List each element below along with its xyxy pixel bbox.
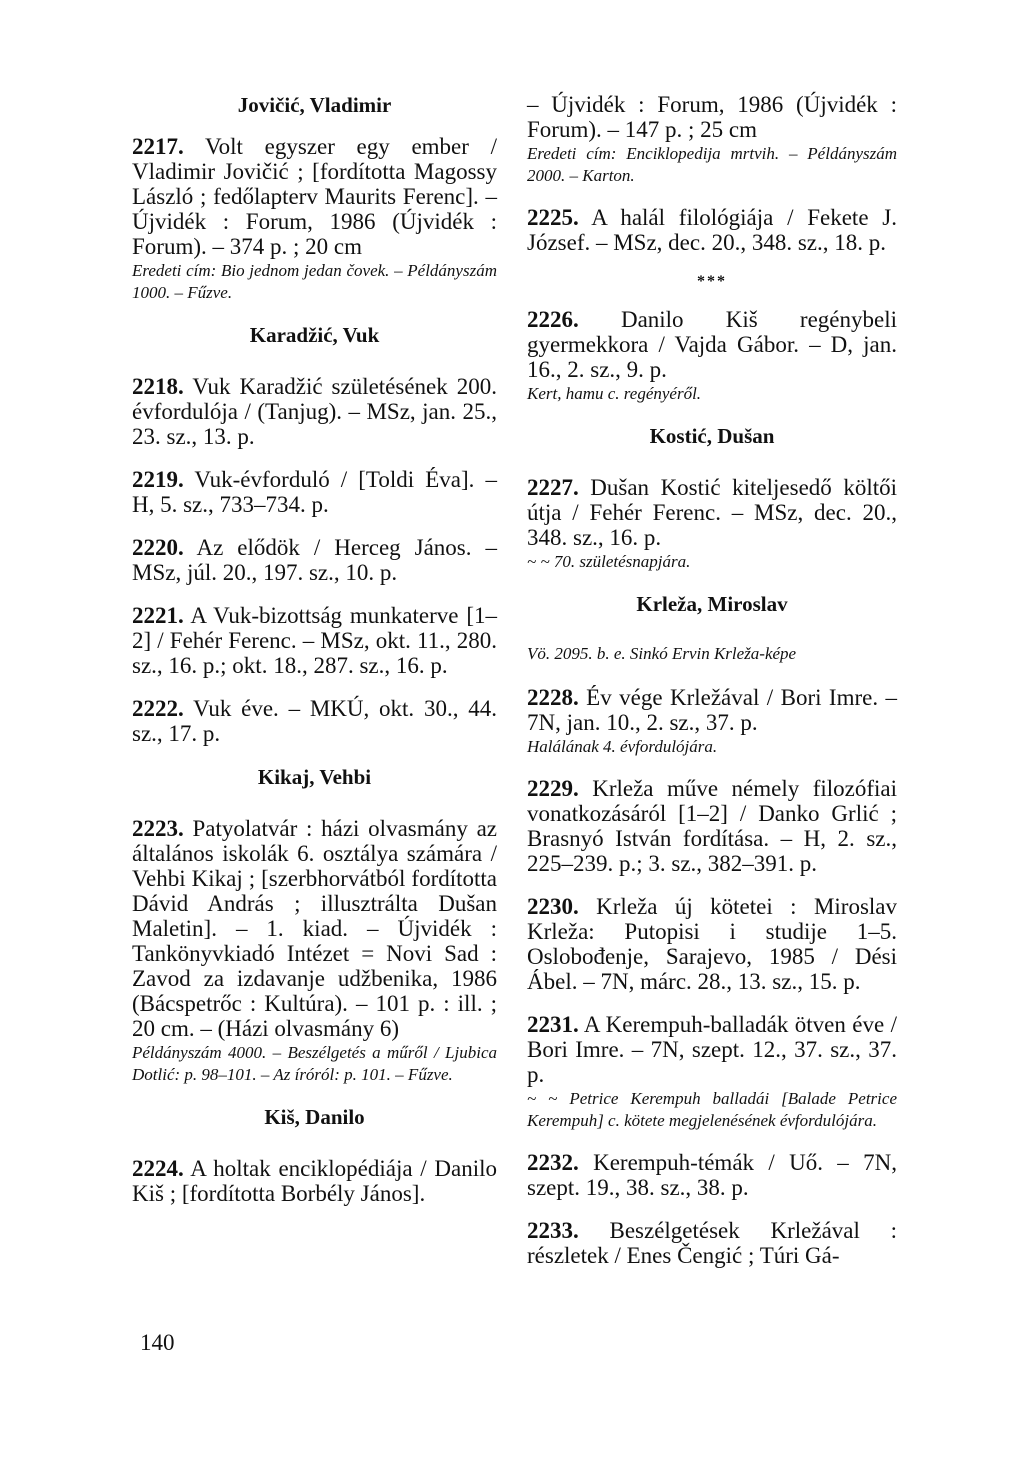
entry-text: A Kerempuh-balladák ötven éve / Bori Imre. – 7N, szept. 12., 37. sz., 37. p.: [527, 1012, 897, 1087]
entry-text: Volt egyszer egy ember / Vladimir Jovičić ; [fordította Magossy László ; fedőlapterv Maurits Ferenc]. – Újvidék : Forum, 1986 (Újvidék : Forum). – 374 p. ; 20 cm: [132, 134, 497, 259]
author-heading: Kiš, Danilo: [264, 1105, 365, 1129]
entry-note: Kert, hamu c. regényéről.: [527, 384, 702, 403]
bibliography-entry: [527, 475, 897, 573]
entry-number: 2232.: [527, 1150, 579, 1175]
author-heading: Karadžić, Vuk: [249, 323, 380, 347]
entry-text: Az elődök / Herceg János. – MSz, júl. 20., 197. sz., 10. p.: [132, 535, 497, 585]
entry-number: 2217.: [132, 134, 184, 159]
entry-text: – Újvidék : Forum, 1986 (Újvidék : Forum). – 147 p. ; 25 cm: [527, 92, 897, 142]
entry-note: ~ ~ 70. születésnapjára.: [527, 552, 691, 571]
bibliography-entry: [132, 467, 497, 517]
bibliography-entry: [132, 134, 497, 304]
entry-text: A Vuk-bizottság munkaterve [1–2] / Fehér Ferenc. – MSz, okt. 11., 280. sz., 16. p.; okt. 18., 287. sz., 16. p.: [132, 603, 497, 678]
entry-text: Vuk éve. – MKÚ, okt. 30., 44. sz., 17. p.: [132, 696, 497, 746]
bibliography-entry: [527, 205, 897, 255]
bibliography-entry: [132, 374, 497, 449]
entry-number: 2231.: [527, 1012, 579, 1037]
see-also-reference: Vö. 2095. b. e. Sinkó Ervin Krleža-képe: [527, 644, 797, 663]
entry-note: Eredeti cím: Bio jednom jedan čovek. – Példányszám 1000. – Fűzve.: [132, 261, 497, 302]
bibliography-entry: [527, 1012, 897, 1132]
entry-text: A halál filológiája / Fekete J. József. – MSz, dec. 20., 348. sz., 18. p.: [527, 205, 897, 255]
entry-number: 2225.: [527, 205, 579, 230]
entry-note: Eredeti cím: Enciklopedija mrtvih. – Példányszám 2000. – Karton.: [527, 144, 897, 185]
entry-text: Vuk-évforduló / [Toldi Éva]. – H, 5. sz., 733–734. p.: [132, 467, 497, 517]
entry-number: 2223.: [132, 816, 184, 841]
right-column: [527, 92, 897, 1286]
bibliography-entry: [527, 894, 897, 994]
entry-number: 2219.: [132, 467, 184, 492]
entry-text: Beszélgetések Krležával : részletek / Enes Čengić ; Túri Gá-: [527, 1218, 897, 1268]
entry-note: Halálának 4. évfordulójára.: [527, 737, 718, 756]
page-number: 140: [140, 1330, 175, 1355]
bibliography-entry: [132, 1156, 497, 1206]
section-separator: ***: [697, 273, 727, 290]
entry-number: 2229.: [527, 776, 579, 801]
entry-text: Krleža új kötetei : Miroslav Krleža: Putopisi i studije 1–5. Oslobođenje, Sarajevo, 1985 / Dési Ábel. – 7N, márc. 28., 13. sz., 15. p.: [527, 894, 897, 994]
bibliography-entry: [132, 816, 497, 1086]
entry-text: Vuk Karadžić születésének 200. évfordulója / (Tanjug). – MSz, jan. 25., 23. sz., 13. p.: [132, 374, 497, 449]
entry-number: 2233.: [527, 1218, 579, 1243]
entry-number: 2222.: [132, 696, 184, 721]
entry-number: 2218.: [132, 374, 184, 399]
entry-text: Kerempuh-témák / Uő. – 7N, szept. 19., 38. sz., 38. p.: [527, 1150, 897, 1200]
author-heading: Krleža, Miroslav: [636, 592, 788, 616]
entry-text: Krleža műve némely filozófiai vonatkozásáról [1–2] / Danko Grlić ; Brasnyó István fordítása. – H, 2. sz., 225–239. p.; 3. sz., 382–391. p.: [527, 776, 897, 876]
author-heading: Jovičić, Vladimir: [237, 93, 392, 117]
bibliography-entry: [132, 603, 497, 678]
entry-note: Példányszám 4000. – Beszélgetés a műről / Ljubica Dotlić: p. 98–101. – Az íróról: p. 101. – Fűzve.: [132, 1043, 497, 1084]
entry-text: Év vége Krležával / Bori Imre. – 7N, jan. 10., 2. sz., 37. p.: [527, 685, 897, 735]
entry-number: 2227.: [527, 475, 579, 500]
entry-number: 2224.: [132, 1156, 184, 1181]
entry-number: 2220.: [132, 535, 184, 560]
entry-number: 2230.: [527, 894, 579, 919]
bibliography-entry: [527, 1218, 897, 1268]
left-column: [132, 92, 497, 1224]
author-heading: Kostić, Dušan: [649, 424, 775, 448]
entry-text: Danilo Kiš regénybeli gyermekkora / Vajda Gábor. – D, jan. 16., 2. sz., 9. p.: [527, 307, 897, 382]
bibliography-entry: [527, 307, 897, 405]
bibliography-entry: [527, 776, 897, 876]
entry-note: ~ ~ Petrice Kerempuh balladái [Balade Petrice Kerempuh] c. kötete megjelenésének évfordulójára.: [527, 1089, 897, 1130]
entry-number: 2228.: [527, 685, 579, 710]
entry-text: Patyolatvár : házi olvasmány az általános iskolák 6. osztálya számára / Vehbi Kikaj ; [szerbhorvátból fordította Dávid András ; illusztrálta Dušan Maletin]. – 1. kiad. – Újvidék : Tankönyvkiadó Intézet = Novi Sad : Zavod za izdavanje udžbenika, 1986 (Bácspetrőc : Kultúra). – 101 p. : ill. ; 20 cm. – (Házi olvasmány 6): [132, 816, 497, 1041]
entry-text: A holtak enciklopédiája / Danilo Kiš ; [fordította Borbély János].: [132, 1156, 497, 1206]
bibliography-entry: [527, 1150, 897, 1200]
bibliography-entry: [132, 535, 497, 585]
entry-number: 2226.: [527, 307, 579, 332]
entry-continuation: [527, 92, 897, 187]
bibliography-entry: [527, 685, 897, 758]
bibliography-entry: [132, 696, 497, 746]
entry-number: 2221.: [132, 603, 184, 628]
author-heading: Kikaj, Vehbi: [257, 765, 372, 789]
entry-text: Dušan Kostić kiteljesedő költői útja / Fehér Ferenc. – MSz, dec. 20., 348. sz., 16. p.: [527, 475, 897, 550]
